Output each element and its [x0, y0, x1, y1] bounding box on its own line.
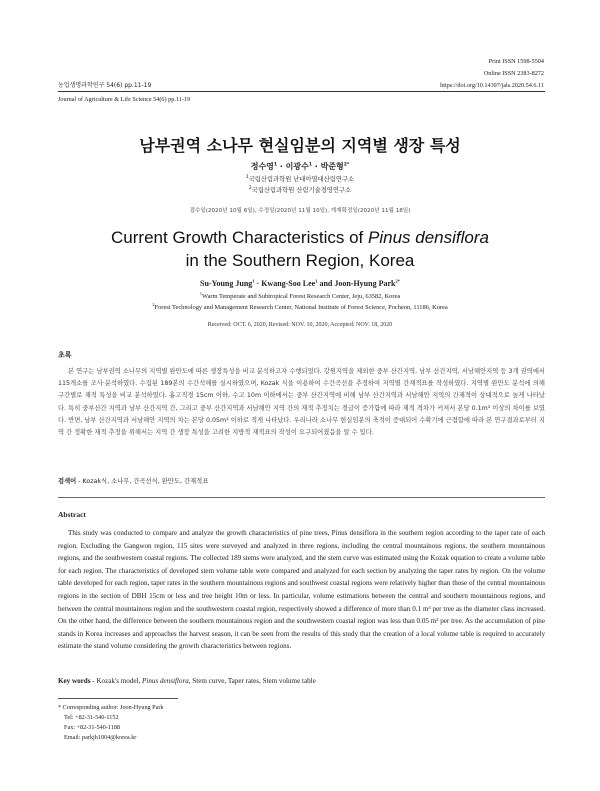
- issn-print: Print ISSN 1598-5504: [488, 58, 544, 65]
- author-eng-1: Su-Young Jung: [200, 279, 253, 288]
- author-eng-2: Kwang-Soo Lee: [261, 279, 316, 288]
- keywords-kor-list: Kozak식, 소나무, 간곡선식, 완만도, 간재적표: [82, 478, 209, 485]
- keywords-kor-label: 검색어: [58, 478, 77, 485]
- footnote-fax: Fax: +82-31-540-1188: [64, 724, 121, 731]
- keywords-kor: 검색어 - Kozak식, 소나무, 간곡선식, 완만도, 간재적표: [58, 478, 209, 485]
- title-english-line2: in the Southern Region, Korea: [185, 251, 415, 270]
- title-english-line1: Current Growth Characteristics of Pinus densiflora: [111, 228, 489, 247]
- affiliation-eng-2: $^2$Forest Technology and Management Research Center, National Institute of Forest Science, Pocheon, 11186, Korea: [152, 301, 448, 311]
- doi-link[interactable]: https://doi.org/10.14397/jals.2020.54.6.11: [440, 82, 544, 89]
- keywords-eng: Key words - Kozak's model, Pinus densiflora, Stem curve, Taper rates, Stem volume table: [58, 677, 316, 685]
- footnote-email[interactable]: Email: parkjh1004@korea.kr: [64, 734, 137, 741]
- title-korean: 남부권역 소나무 현실임분의 지역별 생장 특성: [139, 136, 461, 155]
- author-kor-2: 이광수: [285, 162, 309, 171]
- issn-online: Online ISSN 2383-8272: [483, 70, 544, 77]
- abstract-eng-heading: Abstract: [58, 510, 86, 519]
- header-rule: [58, 91, 545, 92]
- author-kor-3: 박준형: [320, 162, 344, 171]
- journal-eng: Journal of Agriculture & Life Science 54(6) pp.11-19: [58, 96, 191, 103]
- species-name: Pinus densiflora: [368, 228, 489, 247]
- keywords-eng-label: Key words: [58, 677, 91, 685]
- dates-korean: 접수일(2020년 10월 6일), 수정일(2020년 11월 10일), 게재확정일(2020년 11월 18일): [189, 208, 411, 214]
- affiliation-kor-1: $^1$국립산림과학원 난대아열대산림연구소: [245, 174, 355, 183]
- author-eng-3: Joon-Hyung Park: [334, 279, 396, 288]
- footnote-tel: Tel: +82-31-540-1152: [64, 714, 119, 721]
- journal-kor: 농업생명과학연구 54(6) pp.11-19: [58, 82, 152, 89]
- affiliation-kor-2: $^2$국립산림과학원 산림기술경영연구소: [248, 185, 352, 194]
- section-divider: [58, 497, 545, 498]
- authors-english: Su-Young Jung$^1$ · Kwang-Soo Lee$^1$ and Joon-Hyung Park$^{2*}$: [200, 278, 400, 288]
- footnote-rule: [58, 698, 178, 699]
- author-kor-1: 정수영: [250, 162, 274, 171]
- abstract-eng-text: This study was conducted to compare and analyze the growth characteristics of pine trees, Pinus densiflora in the southern region according to the taper rate of each region. Excluding the Gangwon region, 115 sites were surveyed and analyzed in three regions, including the central mountainous regions, the southern mountainous regions, and the southwestern coastal regions. The collected 189 stems were analyzed, and the stem curve was estimated using the Kozak equation to create a volume table for each region. The characteristics of developed stem volume table were compared and analyzed for each section by analyzing the taper rates by region. On the volume table developed for each region, taper rates in the southern mountainous regions and southwest coastal regions were relatively higher than those of the central mountainous regions in the section of DBH 15cm or less and tree height 10m or less. In particular, volume estimations between the central and southern mountainous regions, and between the central mountainous region and the southwestern coastal region, respectively showed a difference of more than 0.1 m³ per tree as the diameter class increased. On the other hand, the difference between the southern mountainous region and the southwestern coastal region was less than 0.05 m³ per tree. As the accumulation of pine stands in Korea increases and approaches the harvest season, it can be seen from the results of this study that the creation of a local volume table is required to accurately estimate the stand volume considering the growth characteristics between regions.: [58, 529, 545, 651]
- authors-korean: 정수영$^1$ · 이광수$^1$ · 박준형$^{2*}$: [250, 162, 350, 171]
- corresponding-author: * Corresponding author: Joon-Hyung Park: [58, 704, 164, 711]
- affiliation-eng-1: $^1$Warm Temperate and Subtropical Forest Research Center, Jeju, 63582, Korea: [199, 290, 401, 300]
- dates-english: Received: OCT. 6, 2020, Revised: NOV. 10, 2020, Accepted: NOV. 18, 2020: [207, 322, 393, 328]
- abstract-kor-heading: 초록: [58, 351, 72, 359]
- abstract-kor-text: 본 연구는 남부권역 소나무의 지역별 완만도에 따른 생장특성을 비교 분석하고자 수행되었다. 강원지역을 제외한 중부 산간지역, 남부 산간지역, 서남해안지역 등 3개 권역에서 115개소를 조사·분석하였다. 수집된 189본의 수간석해를 실시하였으며, Kozak 식을 이용하여 수간곡선을 추정하여 지역별 간재적표를 작성하였다. 지역별 완만도 분석에 의해 구간별로 재적 특성을 비교 분석하였다. 흉고직경 15cm 이하, 수고 10m 이하에서는 중부 산간지역에 비해 남부 산간지역과 서남해안 지역의 간재적이 상대적으로 높게 나타났다. 특히 중부산간 지역과 남부 산간지역 간, 그리고 중부 산간지역과 서남해안 지역 간의 재적 추정치는 경급이 증가함에 따라 재적 격차가 커져서 본당 0.1m³ 이상의 차이를 보였다. 반면, 남부 산간지역과 서남해안 지역의 차는 본당 0.05m³ 이하로 적게 나타났다. 우리나라 소나무 현실임분의 축적이 증대되어 수확기에 근접함에 따라 본 연구결과로부터 지역 간 정확한 재적 추정을 위해서는 지역 간 생장 특성을 고려한 지방적 재적표의 작성이 요구되어졌음을 알 수 있다.: [58, 368, 545, 437]
